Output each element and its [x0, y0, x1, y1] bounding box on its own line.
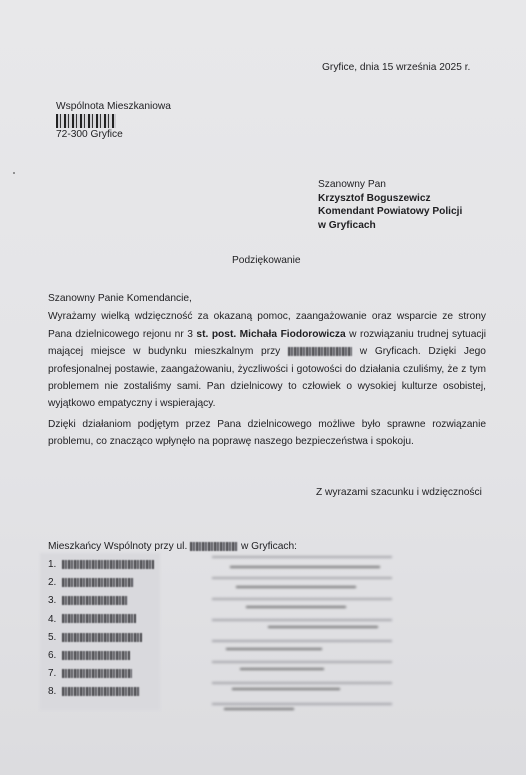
redacted-name: [62, 669, 132, 678]
recipient-place: w Gryficach: [318, 219, 376, 231]
date-line: Gryfice, dnia 15 września 2025 r.: [322, 62, 471, 73]
officer-name: st. post. Michała Fiodorowicza: [196, 328, 346, 340]
redacted-name: [62, 687, 140, 696]
redacted-name: [62, 596, 128, 605]
redacted-name: [62, 633, 142, 642]
signatory-row: 3.: [48, 592, 154, 610]
redacted-name: [62, 651, 130, 660]
signatory-row: 7.: [48, 665, 154, 683]
redacted-street: [190, 542, 238, 551]
signature-stroke: [268, 626, 378, 628]
redaction-bar: [56, 114, 116, 128]
signature-stroke: [224, 708, 294, 710]
p1-part2: w rozwiązaniu trudnej sytuacji mającej miejsce w budynku mieszkalnym przy: [48, 328, 486, 358]
recipient-name: Krzysztof Boguszewicz: [318, 192, 431, 204]
letter-subject: Podziękowanie: [232, 255, 301, 266]
recipient-title: Komendant Powiatowy Policji: [318, 206, 463, 218]
signatory-row: 6.: [48, 647, 154, 665]
closing-line: Z wyrazami szacunku i wdzięczności: [316, 487, 482, 498]
signatory-list: [48, 556, 154, 702]
sender-block: [56, 100, 171, 142]
sender-name: Wspólnota Mieszkaniowa: [56, 101, 171, 112]
redacted-address: [288, 347, 352, 356]
signatory-row: 4.: [48, 611, 154, 629]
paragraph-1: [48, 308, 486, 412]
redacted-name: [62, 560, 154, 569]
greeting: Szanowny Panie Komendancie,: [48, 293, 192, 304]
p1-part3: w Gryficach. Dzięki Jego profesjonalnej postawie, zaangażowaniu, życzliwości i gotowości do działania czuliśmy, że z tym problemem nie zostaliśmy sami. Pan dzielnicowy to człowiek o wysokiej kulturze osobistej, wyjątkowo empatyczny i wspierający.: [48, 346, 486, 410]
signature-stroke: [240, 668, 324, 670]
redacted-name: [62, 614, 136, 623]
letter-body: [48, 290, 486, 451]
paragraph-2: Dzięki działaniom podjętym przez Pana dzielnicowego możliwe było sprawne rozwiązanie problemu, co znacząco wpłynęło na poprawę naszego bezpieczeństwa i spokoju.: [48, 418, 486, 448]
sender-postal: 72-300 Gryfice: [56, 129, 123, 140]
recipient-salutation: Szanowny Pan: [318, 179, 386, 190]
signature-stroke: [236, 586, 356, 588]
redacted-name: [62, 578, 134, 587]
sender-street-redacted: [56, 114, 171, 128]
p1-part1: Wyrażamy wielką wdzięczność za okazaną pomoc, zaangażowanie oraz wsparcie ze strony Pana dzielnicowego rejonu nr 3: [48, 311, 486, 340]
recipient-block: [318, 178, 462, 232]
signatures-redacted: [212, 552, 392, 720]
signatory-row: 5.: [48, 629, 154, 647]
signatory-row: 2.: [48, 574, 154, 592]
intro-after: w Gryficach:: [240, 541, 298, 552]
signature-stroke: [230, 566, 380, 568]
intro-before: Mieszkańcy Wspólnoty przy ul.: [48, 541, 188, 552]
signatory-row: 8.: [48, 683, 154, 701]
signature-stroke: [246, 606, 346, 608]
signature-stroke: [226, 648, 322, 650]
signature-stroke: [232, 688, 340, 690]
scan-speck: [13, 172, 15, 174]
signatory-row: 1.: [48, 556, 154, 574]
